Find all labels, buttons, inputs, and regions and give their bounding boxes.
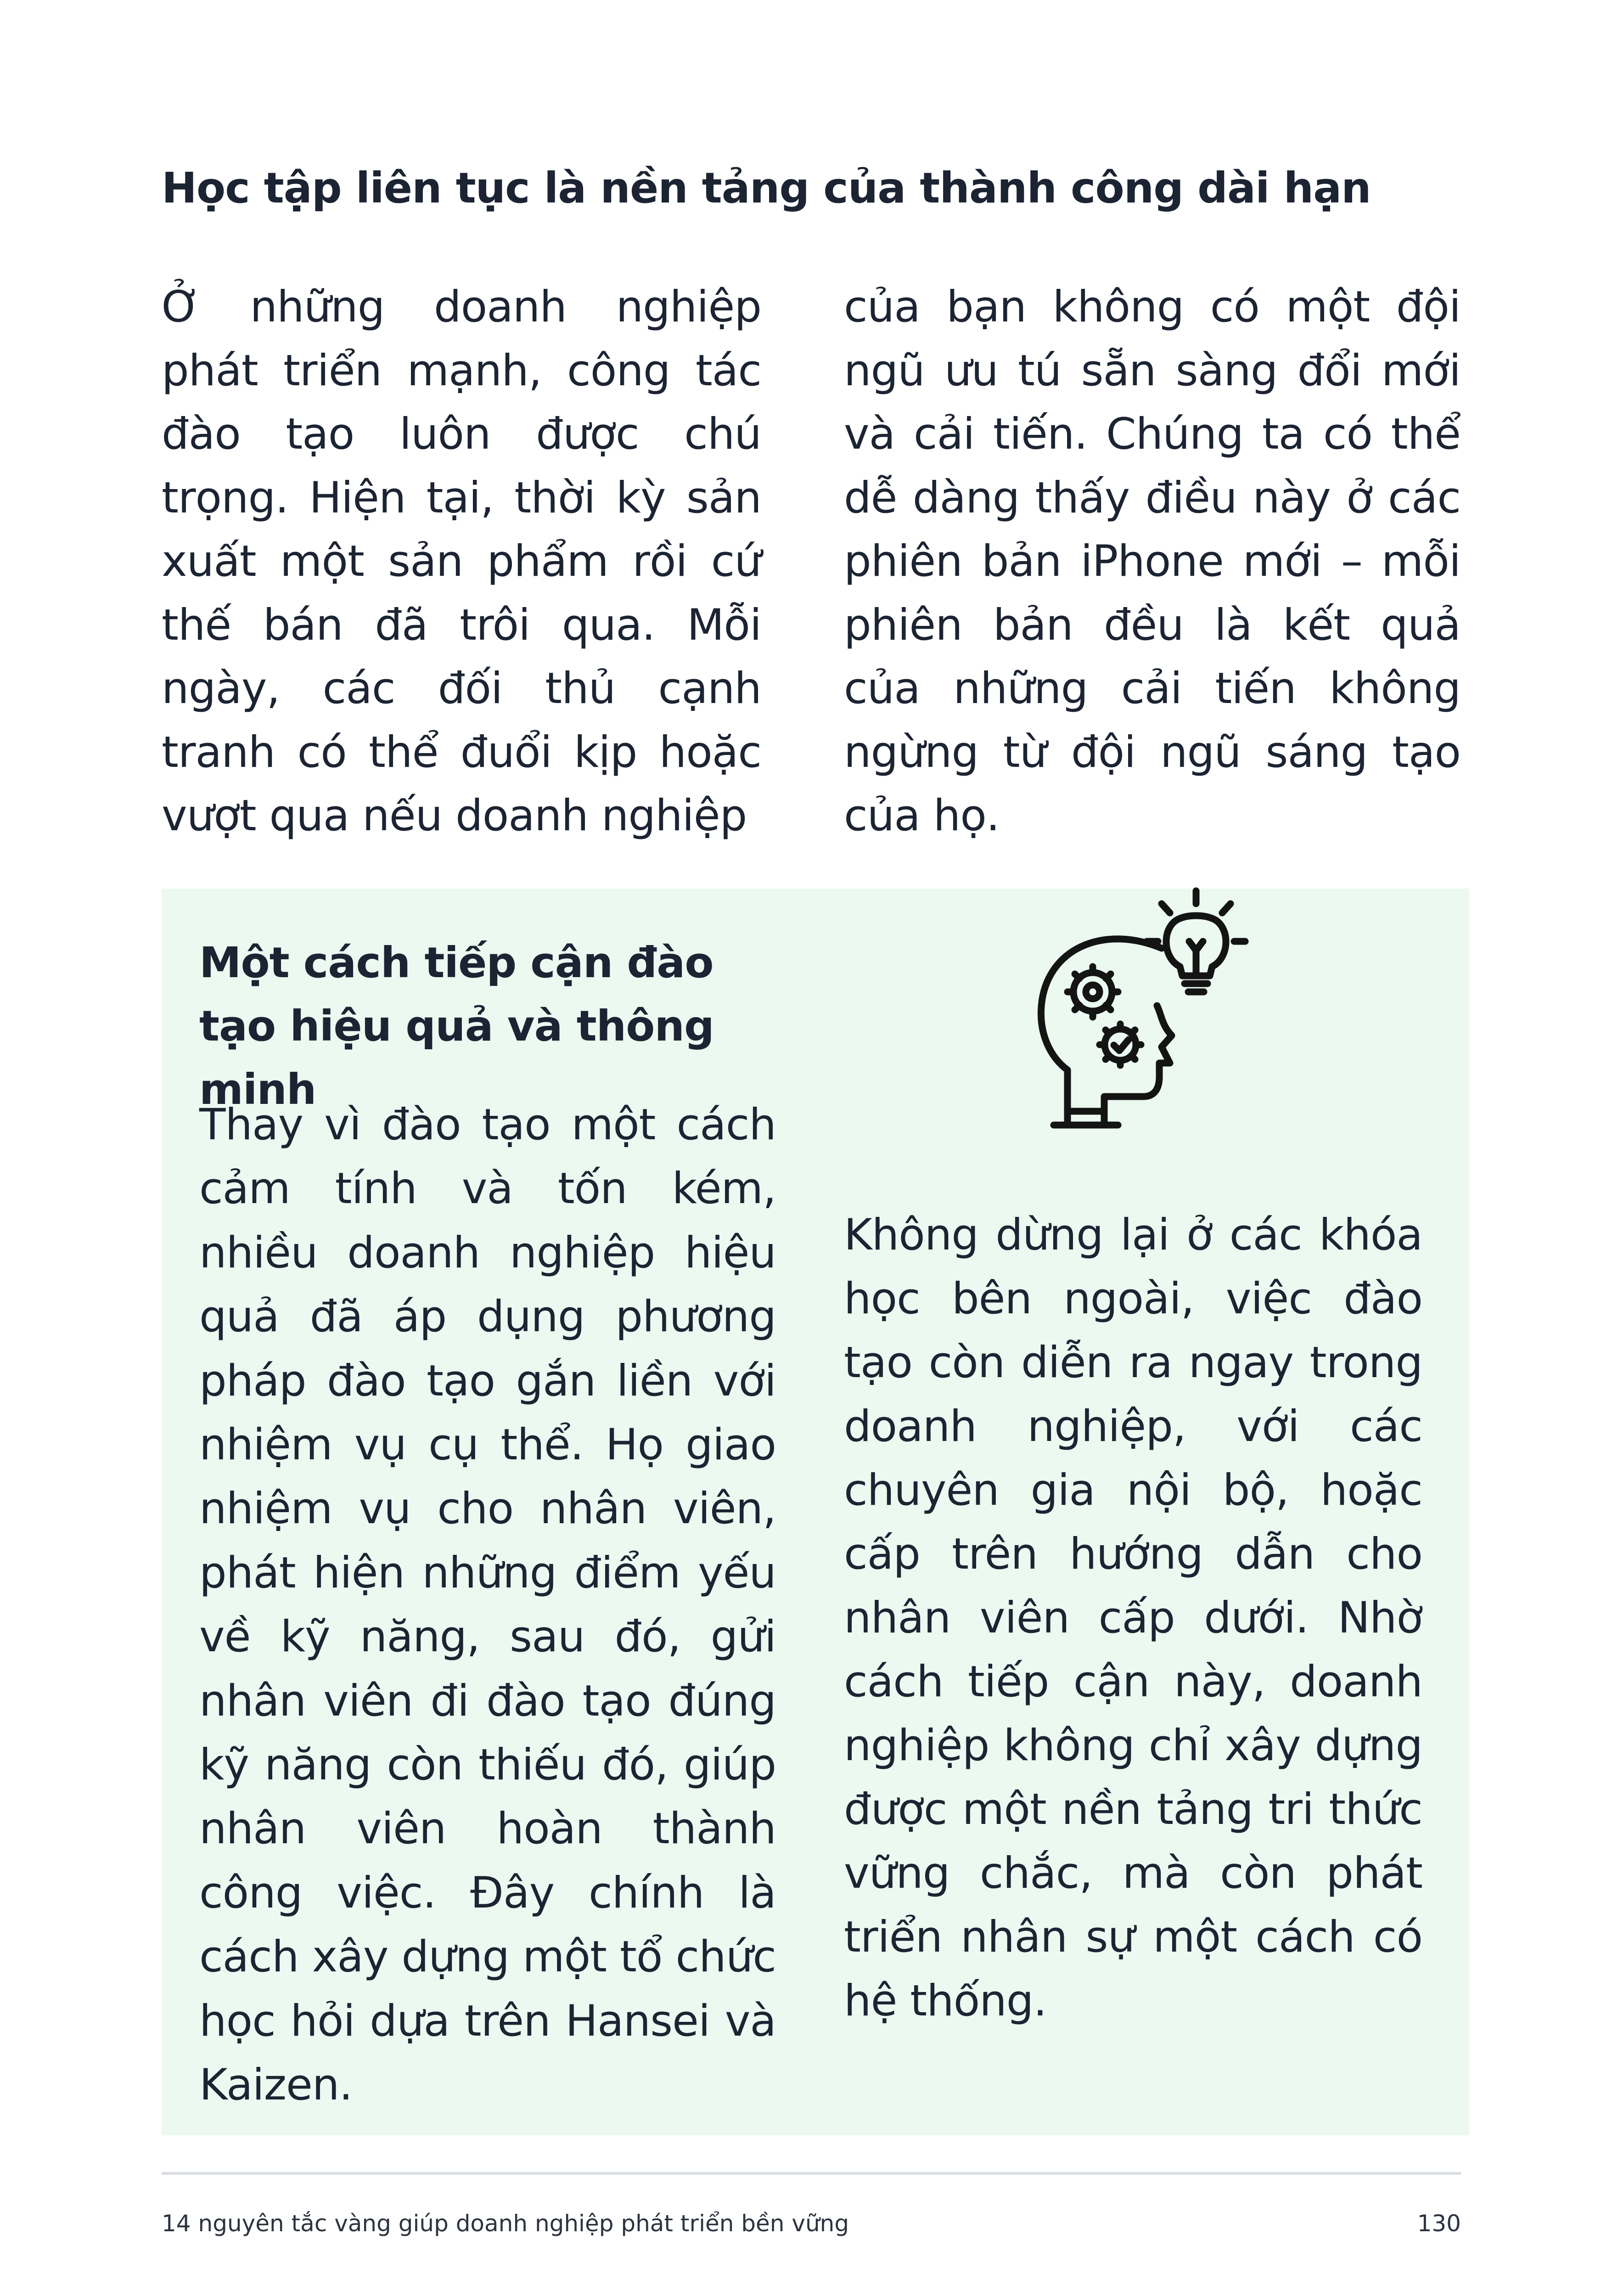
- footer-divider: [162, 2172, 1461, 2175]
- callout-text-left: Thay vì đào tạo một cách cảm tính và tốn kém, nhiều doanh nghiệp hiệu quả đã áp dụng phương pháp đào tạo gắn liền với nhiệm vụ cụ thể. Họ giao nhiệm vụ cho nhân viên, phát hiện những điểm yếu về kỹ năng, sau đó, gửi nhân viên đi đào tạo đúng kỹ năng còn thiếu đó, giúp nhân viên hoàn thành công việc. Đây chính là cách xây dựng một tổ chức học hỏi dựa trên Hansei và Kaizen.: [199, 1100, 776, 2110]
- head-gear-lightbulb-icon: [1024, 882, 1263, 1139]
- footer-book-title: 14 nguyên tắc vàng giúp doanh nghiệp phát triển bền vững: [162, 2210, 849, 2237]
- intro-text-left: Ở những doanh nghiệp phát triển mạnh, công tác đào tạo luôn được chú trọng. Hiện tại, thời kỳ sản xuất một sản phẩm rồi cứ thế bán đã trôi qua. Mỗi ngày, các đối thủ cạnh tranh có thể đuổi kịp hoặc vượt qua nếu doanh nghiệp: [162, 282, 761, 841]
- callout-text-right: Không dừng lại ở các khóa học bên ngoài, việc đào tạo còn diễn ra ngay trong doanh nghiệp, với các chuyên gia nội bộ, hoặc cấp trên hướng dẫn cho nhân viên cấp dưới. Nhờ cách tiếp cận này, doanh nghiệp không chỉ xây dựng được một nền tảng tri thức vững chắc, mà còn phát triển nhân sự một cách có hệ thống.: [844, 1210, 1422, 2026]
- section-heading: Học tập liên tục là nền tảng của thành công dài hạn: [162, 163, 1371, 213]
- intro-text-right: của bạn không có một đội ngũ ưu tú sẵn sàng đổi mới và cải tiến. Chúng ta có thể dễ dàng thấy điều này ở các phiên bản iPhone mới – mỗi phiên bản đều là kết quả của những cải tiến không ngừng từ đội ngũ sáng tạo của họ.: [844, 282, 1461, 841]
- callout-title: Một cách tiếp cận đào tạo hiệu quả và thông minh: [199, 938, 714, 1114]
- page-number: 130: [1417, 2210, 1461, 2237]
